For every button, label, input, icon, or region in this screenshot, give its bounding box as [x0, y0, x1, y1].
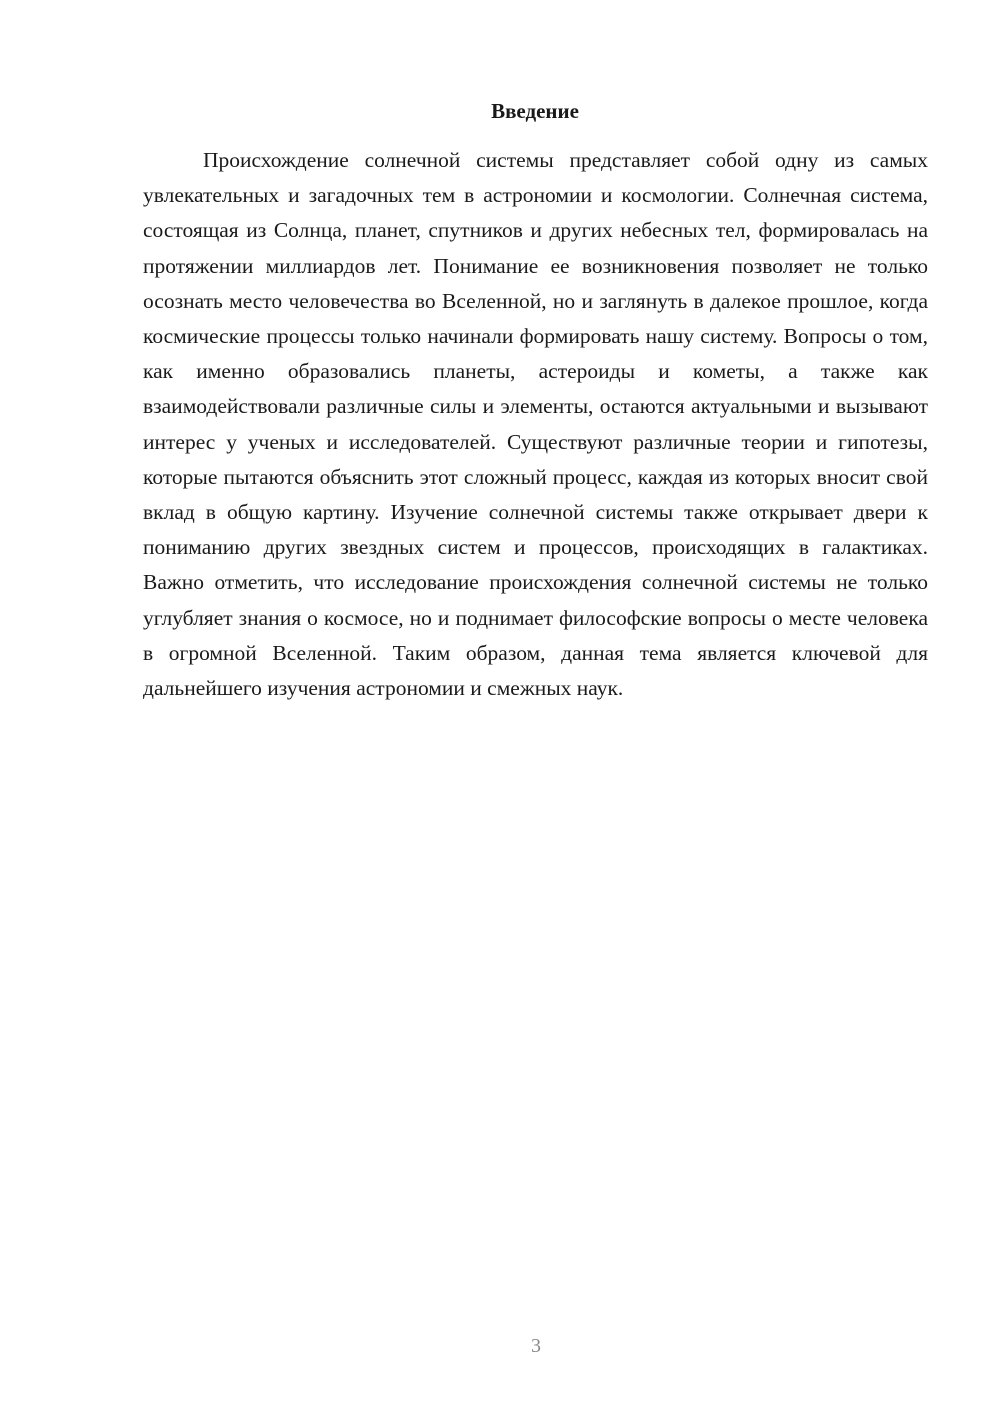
page-number: 3 [531, 1335, 541, 1357]
body-paragraph: Происхождение солнечной системы представляет собой одну из самых увлекательных и загадочных тем в астрономии и космологии. Солнечная система, состоящая из Солнца, планет, спутников и других небесных тел, формировалась на протяжении миллиардов лет. Понимание ее возникновения позволяет не только осознать место человечества во Вселенной, но и заглянуть в далекое прошлое, когда космические процессы только начинали формировать нашу систему. Вопросы о том, как именно образовались планеты, астероиды и кометы, а также как взаимодействовали различные силы и элементы, остаются актуальными и вызывают интерес у ученых и исследователей. Существуют различные теории и гипотезы, которые пытаются объяснить этот сложный процесс, каждая из которых вносит свой вклад в общую картину. Изучение солнечной системы также открывает двери к пониманию других звездных систем и процессов, происходящих в галактиках. Важно отметить, что исследование происхождения солнечной системы не только углубляет знания о космосе, но и поднимает философские вопросы о месте человека в огромной Вселенной. Таким образом, данная тема является ключевой для дальнейшего изучения астрономии и смежных наук. [143, 148, 928, 701]
section-heading: Введение [491, 99, 579, 123]
